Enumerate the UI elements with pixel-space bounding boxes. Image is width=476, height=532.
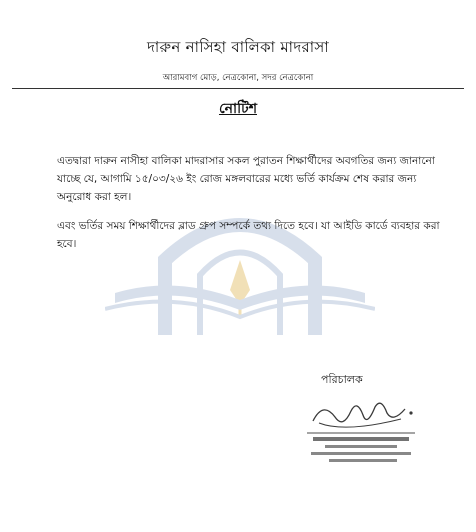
signature-and-stamp-image (305, 393, 420, 473)
notice-paragraph-2: এবং ভর্তির সময় শিক্ষার্থীদের ব্লাড গ্রুপ সম্পর্কে তথ্য দিতে হবে। যা আইডি কার্ডে ব্যবহার করা হবে। (57, 220, 440, 250)
institution-address: আরামবাগ মোড়, নেত্রকোনা, সদর নেত্রকোনা (162, 73, 314, 83)
notice-paragraph-1: এতদ্বারা দারুন নাসীহা বালিকা মাদরাসার সকল পুরাতন শিক্ষার্থীদের অবগতির জন্য জানানো যাচ্ছে যে, আগামি ১৫/০৩/২৬ ইং রোজ মঙ্গলবারের মধ্যে ভর্তি কার্যক্রম শেষ করার জন্য অনুরোধ করা হল। (57, 155, 435, 203)
header-divider (12, 88, 464, 89)
notice-heading: নোটিশ (218, 101, 257, 117)
institution-name: দারুন নাসিহা বালিকা মাদরাসা (147, 38, 329, 56)
signatory-role: পরিচালক (321, 373, 363, 386)
